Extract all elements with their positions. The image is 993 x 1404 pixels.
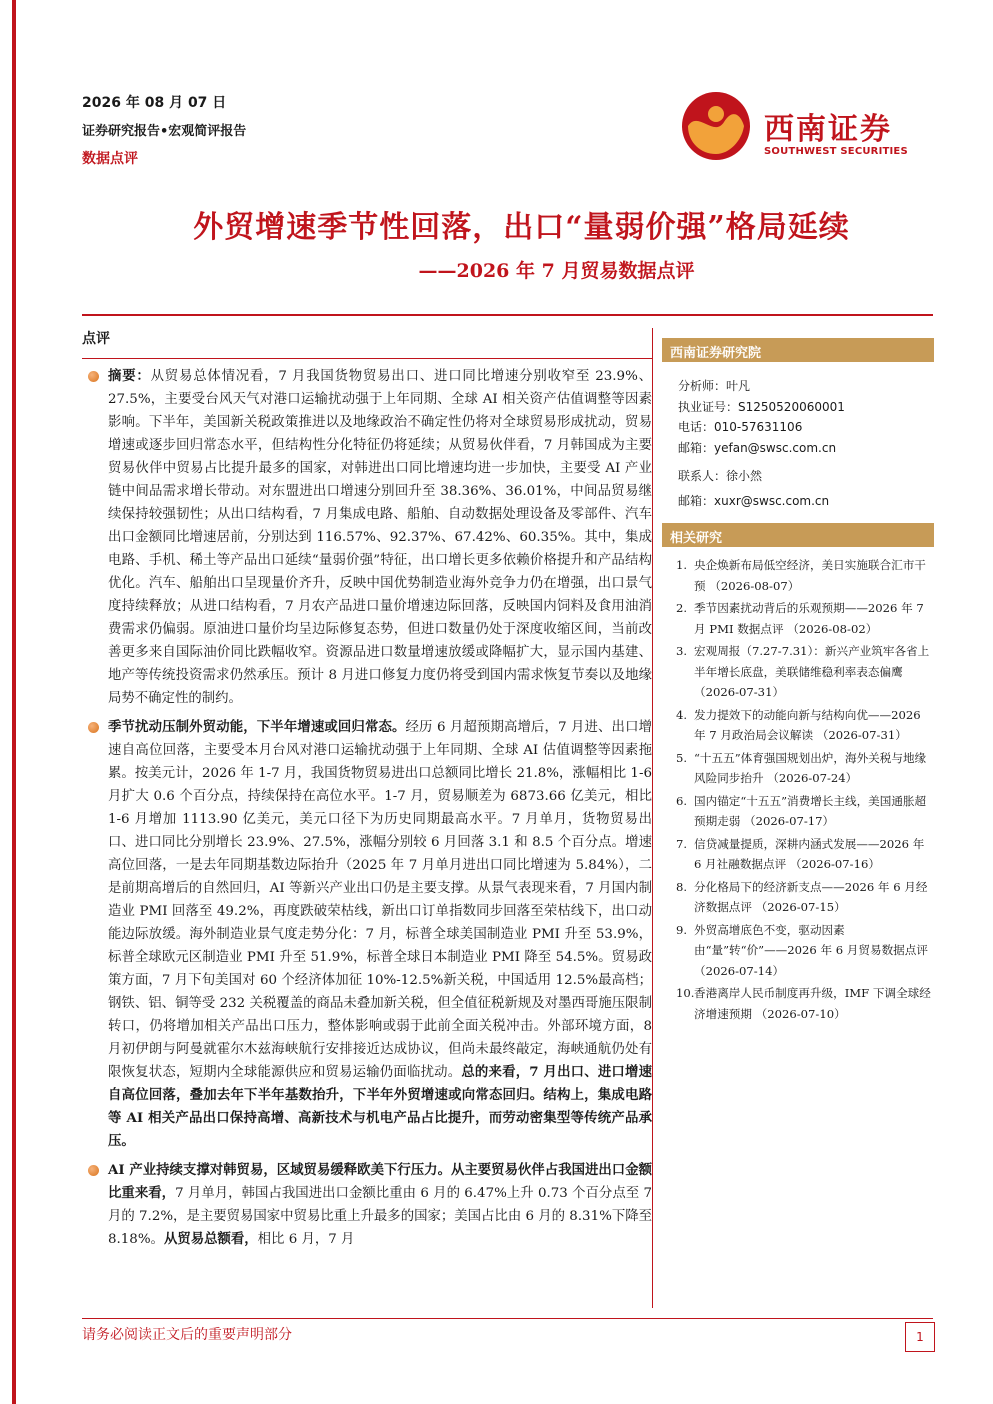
related-item[interactable] xyxy=(676,834,934,875)
logo-name-en: SOUTHWEST SECURITIES xyxy=(764,146,908,157)
related-item-number: 8. xyxy=(676,879,688,894)
footer-disclaimer: 请务必阅读正文后的重要声明部分 xyxy=(82,1327,292,1343)
related-item-number: 3. xyxy=(676,644,688,658)
main-content xyxy=(82,328,652,1257)
email-link[interactable]: yefan@swsc.com.cn xyxy=(714,440,837,455)
paragraph-korea xyxy=(82,1159,652,1251)
paragraph-body: 7 月单月，韩国占我国进出口金额比重由 6 月的 6.47%上升 0.73 个百分点至 7 月的 7.2%，是主要贸易国家中贸易比重上升最多的国家；美国占比由 6 月的 8.31%下降至 8.18%。 xyxy=(108,1186,652,1247)
related-item-text: 外贸高增底色不变，驱动因素由“量”转“价”——2026 年 6 月贸易数据点评 （2026-07-14） xyxy=(694,922,928,978)
related-item-number: 9. xyxy=(676,922,688,937)
report-type: 证券研究报告•宏观简评报告 xyxy=(82,124,247,139)
logo-name-cn: 西南证券 xyxy=(764,112,892,147)
paragraph-lead: 季节扰动压制外贸动能，下半年增速或回归常态。 xyxy=(108,719,406,735)
company-logo xyxy=(678,88,928,168)
paragraph-seasonal xyxy=(82,716,652,1153)
contact-email-label: 邮箱： xyxy=(678,493,715,508)
phone-label: 电话： xyxy=(678,420,715,434)
bullet-icon xyxy=(88,1165,99,1176)
paragraph-summary xyxy=(82,365,652,710)
paragraph-lead: 摘要： xyxy=(108,368,151,384)
report-title xyxy=(0,202,993,246)
page-number: 1 xyxy=(905,1322,935,1352)
related-item-number: 4. xyxy=(676,707,688,722)
section-rule xyxy=(82,358,652,359)
related-item[interactable] xyxy=(676,877,934,918)
related-item-number: 6. xyxy=(676,793,688,808)
related-item[interactable] xyxy=(676,983,934,1024)
related-item-number: 7. xyxy=(676,836,688,851)
related-item-number: 10. xyxy=(676,986,695,1000)
related-item-number: 5. xyxy=(676,750,688,765)
contact-email xyxy=(678,491,934,512)
analyst-cert xyxy=(678,397,934,418)
related-list xyxy=(662,555,934,1024)
bullet-icon xyxy=(88,371,99,382)
related-item-text: 分化格局下的经济新支点——2026 年 6 月经济数据点评 （2026-07-15） xyxy=(694,879,928,914)
related-item-number: 2. xyxy=(676,601,688,615)
paragraph-lead: AI 产业持续支撑对韩贸易，区域贸易缓释欧美下行压力。从主要贸易伙伴占我国进出口金额比重来看， xyxy=(108,1162,652,1201)
related-item[interactable] xyxy=(676,748,934,789)
paragraph-inline-bold: 从贸易总额看， xyxy=(163,1231,258,1247)
paragraph-conclusion: 总的来看，7 月出口、进口增速自高位回落，叠加去年下半年基数抬升，下半年外贸增速或向常态回归。结构上，集成电路等 AI 相关产品出口保持高增、高新技术与机电产品占比提升，而劳动密集型等传统产品承压。 xyxy=(108,1064,652,1149)
report-category: 数据点评 xyxy=(82,151,138,167)
analyst-name: 分析师：叶凡 xyxy=(678,379,751,393)
institute-header: 西南证券研究院 xyxy=(662,338,934,362)
report-subtitle-text: ——2026 年 7 月贸易数据点评 xyxy=(418,260,695,282)
section-heading: 点评 xyxy=(82,331,110,347)
sidebar xyxy=(662,338,934,1026)
report-title-main: 外贸增速季节性回落，出口“量弱价强”格局延续 xyxy=(193,210,850,245)
related-item-text: 国内锚定“十五五”消费增长主线，美国通胀超预期走弱 （2026-07-17） xyxy=(694,793,927,828)
related-item[interactable] xyxy=(676,555,934,596)
related-item[interactable] xyxy=(676,641,934,703)
contact-email-link[interactable]: xuxr@swsc.com.cn xyxy=(714,493,830,508)
related-item-text: “十五五”体育强国规划出炉，海外关税与地缘风险同步抬升 （2026-07-24） xyxy=(694,750,927,785)
related-item-text: 信贷减量提质，深耕内涵式发展——2026 年 6 月社融数据点评 （2026-07-16） xyxy=(694,836,925,871)
report-date: 2026 年 08 月 07 日 xyxy=(82,95,227,111)
paragraph-tail: 相比 6 月，7 月 xyxy=(257,1232,355,1247)
cert-value: S1250520060001 xyxy=(738,399,845,414)
related-header: 相关研究 xyxy=(662,523,934,547)
title-divider xyxy=(82,314,933,316)
related-item-text: 央企焕新布局低空经济，美日实施联合汇市干预 （2026-08-07） xyxy=(694,558,926,593)
analyst-phone xyxy=(678,417,934,438)
related-item-text: 发力提效下的动能向新与结构向优——2026 年 7 月政治局会议解读 （2026-07-31） xyxy=(694,707,921,742)
related-item[interactable] xyxy=(676,598,934,639)
related-item-text: 宏观周报（7.27-7.31）：新兴产业筑牢各省上半年增长底盘，美联储维稳利率表态偏鹰 （2026-07-31） xyxy=(694,644,930,699)
phone-value: 010-57631106 xyxy=(714,420,803,434)
analyst-info xyxy=(662,362,934,511)
column-divider xyxy=(652,328,653,1308)
logo-emblem-icon xyxy=(680,90,752,162)
related-item[interactable] xyxy=(676,791,934,832)
contact-name: 联系人：徐小然 xyxy=(678,469,763,483)
related-item-number: 1. xyxy=(676,558,688,572)
email-label: 邮箱： xyxy=(678,440,715,455)
related-item-text: 季节因素扰动背后的乐观预期——2026 年 7 月 PMI 数据点评 （2026-08-02） xyxy=(694,601,924,636)
related-item[interactable] xyxy=(676,920,934,982)
paragraph-body: 从贸易总体情况看，7 月我国货物贸易出口、进口同比增速分别收窄至 23.9%、27.5%，主要受台风天气对港口运输扰动强于上年同期、全球 AI 相关资产估值调整等因素影响。下半年，美国新关税政策推进以及地缘政治不确定性仍将对全球贸易形成扰动，贸易增速或逐步回归常态水平，但结构性分化特征仍将延续；从贸易伙伴看，7 月韩国成为主要贸易伙伴中贸易占比提升最多的国家，对韩进出口同比增速均进一步加快，主要受 AI 产业链中间品需求增长带动。对东盟进出口增速分别回升至 38.36%、36.01%，中间品贸易继续保持较强韧性；从出口结构看，7 月集成电路、船舶、自动数据处理设备及零部件、汽车出口金额同比增速居前，分别达到 116.57%、92.37%、67.42%、60.35%。其中，集成电路、手机、稀土等产品出口延续“量弱价强”特征，出口增长更多依赖价格提升和产品结构优化。汽车、船舶出口呈现量价齐升，反映中国优势制造业海外竞争力仍在增强，出口景气度持续释放；从进口结构看，7 月农产品进口量价增速边际回落，反映国内饲料及食用油消费需求仍偏弱。原油进口量价均呈边际修复态势，但进口数量仍处于深度收缩区间，当前改善更多来自国际油价同比跌幅收窄。资源品进口数量增速放缓或降幅扩大，显示国内基建、地产等传统投资需求仍然承压。预计 8 月进口修复力度仍将受到国内需求恢复节奏以及地缘局势不确定性的制约。 xyxy=(108,369,652,706)
bullet-icon xyxy=(88,722,99,733)
cert-label: 执业证号： xyxy=(678,399,739,414)
footer-rule xyxy=(82,1318,933,1319)
related-item-text: 香港离岸人民币制度再升级，IMF 下调全球经济增速预期 （2026-07-10） xyxy=(694,986,931,1021)
paragraph-body: 经历 6 月超预期高增后，7 月进、出口增速自高位回落，主要受本月台风对港口运输扰动强于上年同期、全球 AI 估值调整等因素拖累。按美元计，2026 年 1-7 月，我国货物贸易进出口总额同比增长 21.8%，涨幅相比 1-6 月扩大 0.6 个百分点，持续保持在高位水平。1-7 月，贸易顺差为 6873.66 亿美元，相比 1-6 月增加 1113.90 亿美元，美元口径下为历史同期最高水平。7 月单月，货物贸易出口、进口同比分别增长 23.9%、27.5%，涨幅分别较 6 月回落 3.1 和 8.5 个百分点。增速高位回落，一是去年同期基数边际抬升（2025 年 7 月单月进出口同比增速为 5.84%），二是前期高增后的自然回归，AI 等新兴产业出口仍是主要支撑。从景气表现来看，7 月国内制造业 PMI 回落至 49.2%，再度跌破荣枯线，新出口订单指数同步回落至荣枯线下，出口动能边际放缓。海外制造业景气度走势分化：7 月，标普全球美国制造业 PMI 升至 53.9%，标普全球欧元区制造业 PMI 升至 51.9%，标普全球日本制造业 PMI 降至 54.5%。贸易政策方面，7 月下旬美国对 60 个经济体加征 10%-12.5%新关税，中国适用 12.5%最高档；钢铁、铝、铜等受 232 关税覆盖的商品未叠加新关税，但全值征税新规及对墨西哥施压限制转口，仍将增加相关产品出口压力，整体影响或弱于此前全面关税冲击。外部环境方面，8 月初伊朗与阿曼就霍尔木兹海峡航行安排接近达成协议，但尚未最终敲定，海峡通航仍处有限恢复状态，短期内全球能源供应和贸易运输仍面临扰动。 xyxy=(108,720,652,1080)
analyst-email xyxy=(678,438,934,459)
related-research xyxy=(662,523,934,1024)
related-item[interactable] xyxy=(676,705,934,746)
report-subtitle xyxy=(0,256,993,283)
